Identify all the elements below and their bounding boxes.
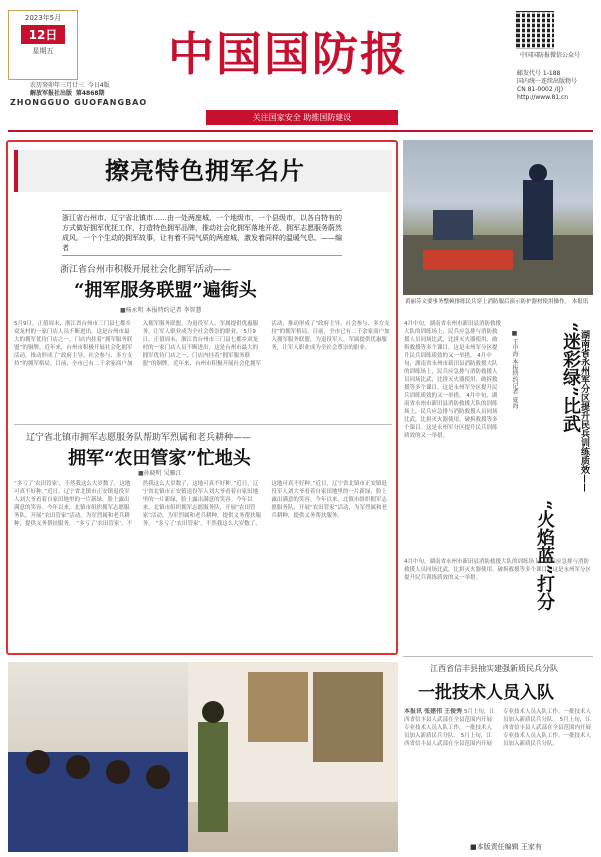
guide-head — [202, 701, 224, 723]
story2-headline: 拥军“农田管家”忙地头 — [68, 448, 251, 469]
crouching-figure — [433, 210, 473, 240]
day: 12日 — [21, 25, 65, 44]
story2-kicker: 辽宁省北镇市拥军志愿服务队帮助军烈属和老兵耕种—— — [26, 433, 252, 443]
jiangxi-rule — [403, 656, 593, 657]
story1-text: 5月9日，正值周末，浙江省台州市三门县七都乡双龙村的一家门店人员不断进出，这是台州市最大的拥军优待门店之一，门店内挂着“拥军服务联盟”的铜牌。近年来，台州市积极开展社会化拥军活动，推动形成了“政府主导、社会参与、多方支持”的拥军格局。目前，全市已有二千余家商户加入拥军服务联盟，为退役军人、军属提供优惠服务，让军人职业成为全社会尊崇的职业。 — [14, 321, 259, 367]
qr-code-overlay — [516, 11, 554, 49]
qr-caption: 中国国防报微信公众号 — [519, 52, 580, 59]
right-headline-1: “迷彩绿”比武 — [560, 322, 581, 433]
student-head-2 — [66, 755, 90, 779]
right-byline: ■ 王中海 本报特约记者 夏海 — [511, 330, 518, 409]
year-month: 2023年5月 — [24, 14, 62, 22]
soldier-figure — [523, 180, 553, 260]
training-scene-svg — [403, 140, 593, 295]
page-editor: ■本版责任编辑 王家有 — [470, 843, 542, 851]
publisher: 解放军报社出版 — [30, 90, 73, 97]
weekday: 星期五 — [32, 47, 54, 55]
slogan-banner: 关注国家安全 助推国防建设 — [206, 110, 398, 125]
story1-headline: “拥军服务联盟”遍街头 — [74, 280, 257, 301]
feature-headline: 擦亮特色拥军名片 — [14, 150, 392, 192]
feature-lead: 浙江省台州市、辽宁省北镇市……由一处两座城、一个地级市、一个县级市，以各自特有的方式做好拥军优抚工作，打造特色拥军品牌，推动社会化拥军落地开花、拥军志愿服务蔚然成风。一个个生动的拥军故事，让有着不同气质的两座城、激发着同样的温暖气息。——编者 — [62, 210, 342, 256]
story2-text-cont2: “多亏了‘农田管家’，不然我这么大岁数了，这地可真不好种。”近日，辽宁省北镇市正安镇退役军人刘大爷看着自家田地里的一片新绿，脸上露出满意的笑容。今年以来，北镇市组织拥军志愿服务队，开展“农田管家”活动，为军烈属和老兵耕种，提供义务帮扶服务。 — [155, 481, 388, 527]
story1-kicker: 浙江省台州市积极开展社会化拥军活动—— — [60, 265, 232, 275]
equipment — [423, 250, 513, 270]
website[interactable]: http://www.81.cn — [517, 94, 569, 101]
exhibit-panel-1 — [248, 672, 308, 742]
jiangxi-text-cont: 5月上旬，江西省信丰县人武部在全县范围内开展专业技术人员入队工作，一批技术人员加入新质民兵分队。 — [404, 709, 592, 747]
right-text-lower: 4月中旬，湖南省永州市新田县消防救援大队的训练场上，民兵应急排与消防救援人员同场比武，比拼灭火器使用、破拆救援等多个课目。这是永州军分区提升民兵训练质效的又一举措。 — [404, 559, 592, 581]
jiangxi-byline: 本报讯 张建伟 王俊秀 — [404, 708, 463, 715]
right-text-cont: 4月中旬，湖南省永州市新田县消防救援大队的训练场上，民兵应急排与消防救援人员同场比武，比拼灭火器使用、破拆救援等多个课目。这是永州军分区提升民兵训练质效的又一举措。 — [404, 353, 498, 399]
issue-meta — [30, 82, 150, 98]
story1-body — [14, 320, 392, 420]
date-box — [8, 10, 78, 80]
jiangxi-text: 5月上旬，江西省信丰县人武部在全县范围内开展专业技术人员入队工作，一批技术人员加入新质民兵分队。 — [404, 709, 495, 739]
masthead-rule — [8, 130, 593, 132]
photo1-caption: 黄丽芬文要事务整顿排练民兵穿上消防服后演示防护器材使用操作。 本报讯 — [405, 299, 589, 305]
exhibition-scene-svg — [8, 662, 398, 852]
story2-text-cont: “多亏了‘农田管家’，不然我这么大岁数了，这地可真不好种。”近日，辽宁省北镇市正安镇退役军人刘大爷看着自家田地里的一片新绿，脸上露出满意的笑容。今年以来，北镇市组织拥军志愿服务队，开展“农田管家”活动，为军烈属和老兵耕种，提供义务帮扶服务。 — [76, 481, 262, 527]
jiangxi-kicker: 江西省信丰县抽实建强新质民兵分队 — [430, 664, 558, 673]
issue-number: 第4868期 — [75, 90, 105, 97]
right-text: 4月中旬，湖南省永州市新田县消防救援大队的训练场上，民兵应急排与消防救援人员同场比武，比拼灭火器使用、破拆救援等多个课目。这是永州军分区提升民兵训练质效的又一举措。 — [404, 321, 502, 359]
paper-pinyin: ZHONGGUO GUOFANGBAO — [10, 98, 148, 107]
publication-codes — [517, 70, 577, 102]
right-headline-2: “火焰蓝”打分 — [534, 500, 555, 611]
story2-byline: ■孙晓明 吴雁江 — [138, 470, 182, 477]
soldier-head — [529, 164, 547, 182]
story-separator — [14, 424, 392, 425]
postal-code: 邮发代号 1-188 — [517, 70, 561, 77]
right-subhead: 湖南省永州军分区提升民兵训练质效—— — [579, 330, 589, 492]
story1-text-cont: 5月9日，正值周末，浙江省台州市三门县七都乡双龙村的一家门店人员不断进出，这是台州市最大的拥军优待门店之一，门店内挂着“拥军服务联盟”的铜牌。近年来，台州市积极开展社会化拥军活动，推动形成了“政府主导、社会参与、多方支持”的拥军格局。目前，全市已有二千余家商户加入拥军服务联盟，为退役军人、军属提供优惠服务，让军人职业成为全社会尊崇的职业。 — [142, 321, 390, 367]
jiangxi-headline: 一批技术人员入队 — [418, 683, 554, 703]
exhibition-photo — [8, 662, 398, 852]
exhibit-panel-2 — [313, 672, 383, 762]
guide-soldier — [198, 722, 228, 832]
jiangxi-text-cont2: 5月上旬，江西省信丰县人武部在全县范围内开展专业技术人员入队工作，一批技术人员加入新质民兵分队。 — [503, 717, 592, 747]
right-text-cont2: 4月中旬，湖南省永州市新田县消防救援大队的训练场上，民兵应急排与消防救援人员同场比武，比拼灭火器使用、破拆救援等多个课目。这是永州军分区提升民兵训练质效的又一举措。 — [404, 393, 498, 439]
cn-number: CN 81-0002 /(J) — [517, 86, 564, 93]
story2-text: “多亏了‘农田管家’，不然我这么大岁数了，这地可真不好种。”近日，辽宁省北镇市正安镇退役军人刘大爷看着自家田地里的一片新绿，脸上露出满意的笑容。今年以来，北镇市组织拥军志愿服务队，开展“农田管家”活动，为军烈属和老兵耕种，提供义务帮扶服务。 — [14, 481, 131, 527]
student-head-4 — [146, 765, 170, 789]
story1-byline: ■杨永明 本报特约记者 李智慧 — [120, 307, 202, 314]
story2-body — [14, 480, 392, 648]
jiangxi-body — [404, 708, 594, 836]
paper-title: 中国国防报 — [168, 27, 408, 81]
serial-label: 国内统一连续出版物号 — [517, 78, 578, 85]
issue-pages: 今日4版 — [87, 82, 110, 89]
student-head-3 — [106, 760, 130, 784]
right-body-lower — [404, 558, 594, 658]
militia-training-photo — [403, 140, 593, 295]
lunar-date: 农历癸卯年三月廿三 — [30, 82, 85, 89]
student-head-1 — [26, 750, 50, 774]
